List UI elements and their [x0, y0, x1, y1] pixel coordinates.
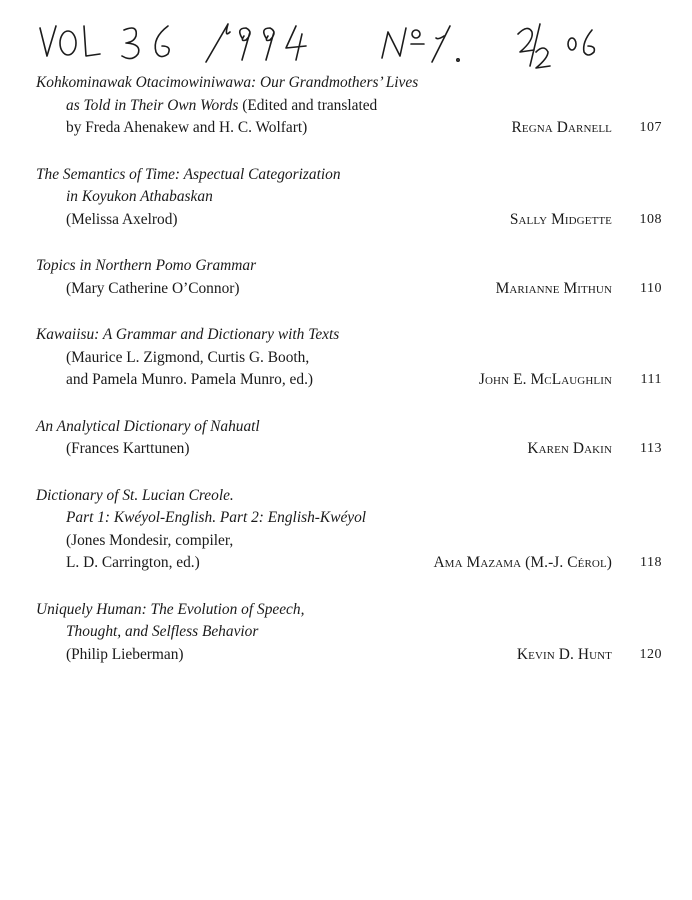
entry-line — [36, 186, 662, 209]
page-number: 120 — [639, 646, 662, 662]
reviewer-name: Sally Midgette — [509, 210, 612, 228]
reviewer-name: John E. McLaughlin — [478, 371, 612, 388]
handwriting-strokes — [34, 14, 674, 74]
entry-line — [36, 552, 662, 575]
book-title: An Analytical Dictionary of Nahuatl — [36, 417, 260, 435]
reviewer-name: Marianne Mithun — [495, 279, 612, 297]
book-title: Dictionary of St. Lucian Creole. — [36, 486, 234, 504]
toc-entry — [36, 416, 662, 461]
entry-line — [36, 278, 662, 301]
book-title: The Semantics of Time: Aspectual Categorization — [36, 165, 341, 183]
entry-line — [36, 438, 662, 461]
reviewer-name: Kevin D. Hunt — [516, 645, 612, 663]
book-details: (Maurice L. Zigmond, Curtis G. Booth, — [66, 348, 310, 366]
page-number: 111 — [640, 372, 662, 387]
book-title: Part 1: Kwéyol-English. Part 2: English-Kwéyol — [66, 509, 367, 526]
book-title: Kohkominawak Otacimowiniwawa: Our Grandmothers’ Lives — [36, 74, 419, 91]
book-details: (Philip Lieberman) — [66, 645, 184, 663]
reviewer-name: Karen Dakin — [527, 440, 612, 457]
entry-line — [36, 95, 662, 118]
entry-line — [36, 324, 662, 347]
book-details: (Edited and translated — [242, 96, 378, 114]
book-title: Uniquely Human: The Evolution of Speech, — [36, 600, 305, 618]
book-details: L. D. Carrington, ed.) — [66, 554, 200, 571]
toc-entry — [36, 255, 662, 300]
book-title: Kawaiisu: A Grammar and Dictionary with Texts — [36, 326, 340, 343]
table-of-contents — [36, 72, 662, 690]
toc-entry — [36, 72, 662, 140]
entry-line — [36, 530, 662, 553]
book-details: (Mary Catherine O’Connor) — [66, 279, 240, 297]
book-details: (Jones Mondesir, compiler, — [66, 531, 234, 549]
entry-line — [36, 255, 662, 278]
entry-line — [36, 621, 662, 644]
toc-entry — [36, 164, 662, 232]
page-number: 110 — [640, 280, 662, 296]
entry-line — [36, 485, 662, 508]
page-number: 118 — [640, 555, 662, 570]
reviewer-name: Ama Mazama (M.-J. Cérol) — [433, 554, 612, 571]
toc-entry — [36, 485, 662, 575]
page-number: 108 — [639, 211, 662, 227]
book-details: and Pamela Munro. Pamela Munro, ed.) — [66, 371, 314, 388]
entry-line — [36, 644, 662, 667]
book-title: Topics in Northern Pomo Grammar — [36, 257, 257, 274]
entry-line — [36, 209, 662, 232]
entry-line — [36, 72, 662, 95]
entry-line — [36, 416, 662, 439]
entry-line — [36, 117, 662, 140]
entry-line — [36, 369, 662, 392]
book-details: (Melissa Axelrod) — [66, 210, 178, 228]
entry-line — [36, 347, 662, 370]
book-title: in Koyukon Athabaskan — [66, 188, 213, 205]
entry-line — [36, 507, 662, 530]
page-number: 107 — [639, 120, 662, 135]
book-title: Thought, and Selfless Behavior — [66, 623, 259, 640]
entry-line — [36, 599, 662, 622]
toc-entry — [36, 599, 662, 667]
entry-line — [36, 164, 662, 187]
page-number: 113 — [640, 441, 662, 456]
handwritten-annotation — [34, 14, 674, 74]
book-title: as Told in Their Own Words — [66, 96, 239, 114]
book-details: by Freda Ahenakew and H. C. Wolfart) — [66, 119, 308, 136]
book-details: (Frances Karttunen) — [66, 440, 190, 457]
toc-entry — [36, 324, 662, 392]
reviewer-name: Regna Darnell — [511, 119, 612, 136]
